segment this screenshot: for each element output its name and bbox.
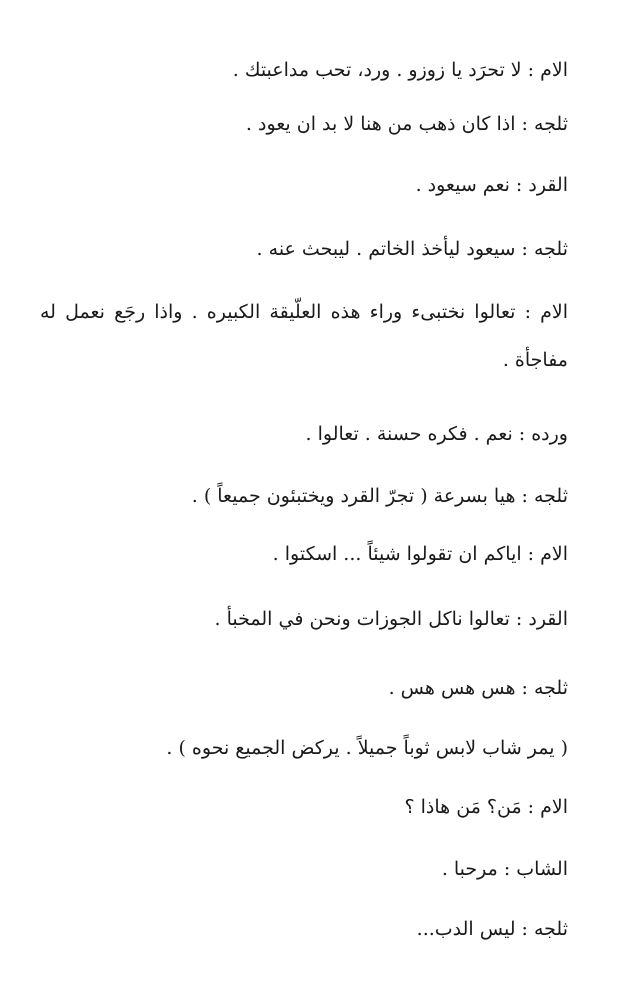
dialogue-line: الشاب : مرحبا . xyxy=(441,858,568,880)
dialogue-line: الام : لا تحرَد يا زوزو . ورد، تحب مداعبتك . xyxy=(232,59,568,81)
dialogue-line: الام : تعالوا نختبىء وراء هذه العلّيقة الكبيره . واذا رجَع نعمل له مفاجأة . xyxy=(40,301,568,371)
dialogue-line: ثلجه : اذا كان ذهب من هنا لا بد ان يعود . xyxy=(245,113,568,135)
stage-direction-line: ثلجه : هيا بسرعة ( تجرّ القرد ويختبئون جميعاً ) . xyxy=(191,485,568,507)
dialogue-line: ثلجه : سيعود ليأخذ الخاتم . ليبحث عنه . xyxy=(256,238,568,260)
dialogue-line: القرد : تعالوا ناكل الجوزات ونحن في المخبأ . xyxy=(214,608,568,630)
stage-direction: ( يمر شاب لابس ثوباً جميلاً . يركض الجميع نحوه ) . xyxy=(166,737,568,759)
dialogue-line: ثلجه : هس هس هس . xyxy=(388,677,568,699)
dialogue-line: ثلجه : ليس الدب... xyxy=(416,918,568,940)
dialogue-line: ورده : نعم . فكره حسنة . تعالوا . xyxy=(305,423,568,445)
dialogue-line: الام : مَن؟ مَن هاذا ؟ xyxy=(404,796,568,818)
dialogue-line: القرد : نعم سيعود . xyxy=(415,174,568,196)
dialogue-line: الام : اياكم ان تقولوا شيئاً ... اسكتوا . xyxy=(272,543,568,565)
